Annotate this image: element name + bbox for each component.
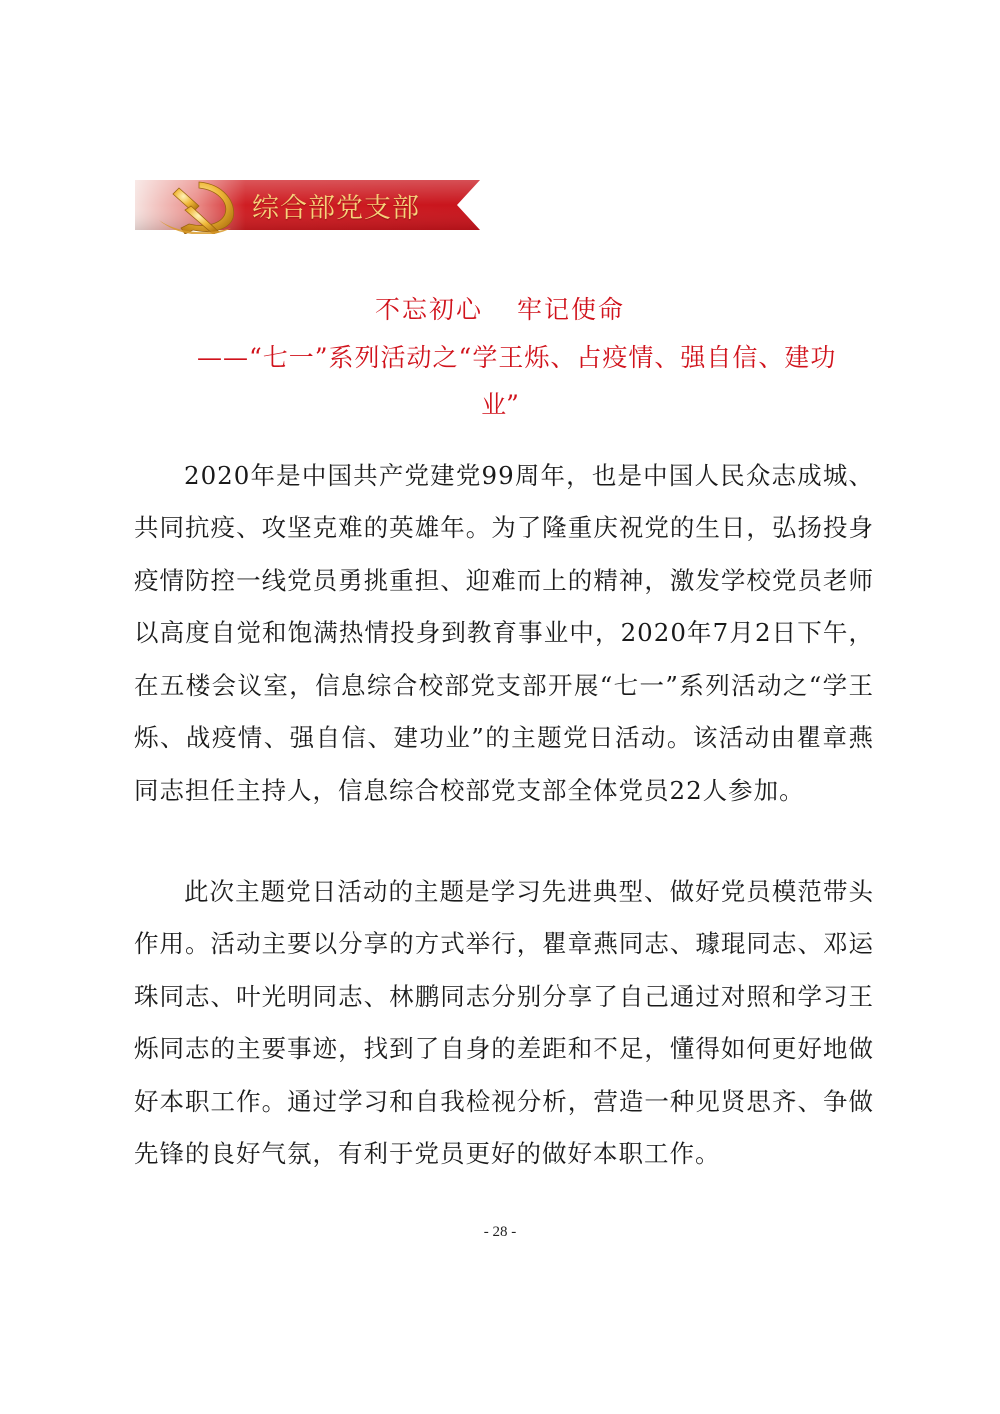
subtitle-line-1: ——“七一”系列活动之“学王烁、占疫情、强自信、建功 <box>197 343 837 372</box>
page-title <box>0 290 1000 326</box>
title-part-1: 不忘初心 <box>374 295 483 324</box>
page-number: - 28 - <box>483 1224 517 1240</box>
section-banner <box>135 176 480 234</box>
section-banner-label: 综合部党支部 <box>252 193 420 224</box>
subtitle-line-2: 业” <box>481 390 519 419</box>
title-part-2: 牢记使命 <box>517 295 626 324</box>
body-paragraph-2: 此次主题党日活动的主题是学习先进典型、做好党员模范带头作用。活动主要以分享的方式举行，瞿章燕同志、璩琨同志、邓运珠同志、叶光明同志、林鹏同志分别分享了自己通过对照和学习王烁同志的主要事迹，找到了自身的差距和不足，懂得如何更好地做好本职工作。通过学习和自我检视分析，营造一种见贤思齐、争做先锋的良好气氛，有利于党员更好的做好本职工作。 <box>134 876 874 1169</box>
body-paragraph-1: 2020年是中国共产党建党99周年，也是中国人民众志成城、共同抗疫、攻坚克难的英雄年。为了隆重庆祝党的生日，弘扬投身疫情防控一线党员勇挑重担、迎难而上的精神，激发学校党员老师以高度自觉和饱满热情投身到教育事业中，2020年7月2日下午，在五楼会议室，信息综合校部党支部开展“七一”系列活动之“学王烁、战疫情、强自信、建功业”的主题党日活动。该活动由瞿章燕同志担任主持人，信息综合校部党支部全体党员22人参加。 <box>134 460 874 806</box>
